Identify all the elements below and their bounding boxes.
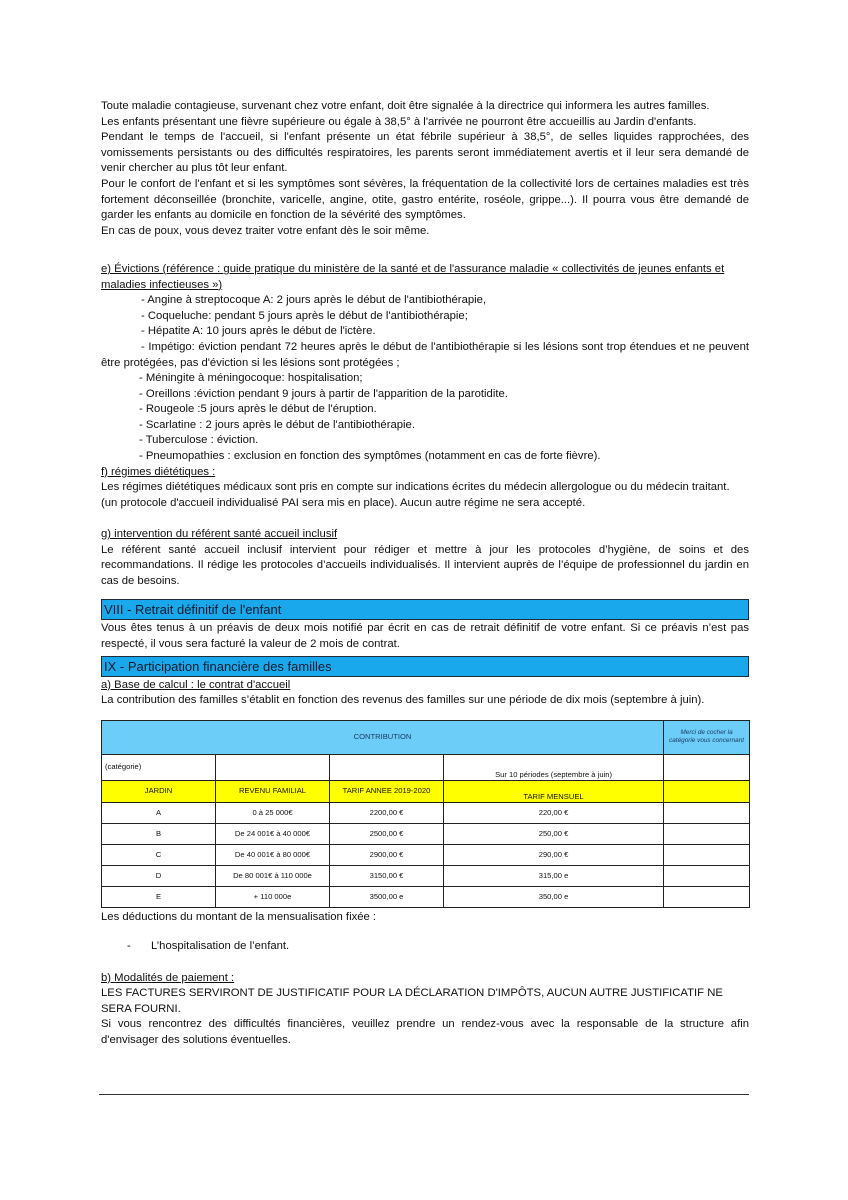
eviction-item: - Oreillons :éviction pendant 9 jours à partir de l'apparition de la parotidite.: [139, 387, 508, 400]
category-checkbox-cell[interactable]: [664, 886, 750, 907]
table-row: [102, 886, 750, 907]
category-checkbox-cell[interactable]: [664, 865, 750, 886]
intro-paragraph-2: Les enfants présentant une fièvre supérieure ou égale à 38,5° à l'arrivée ne pourront être accueillis au Jardin d'enfants.: [101, 115, 697, 128]
evictions-list-a: [101, 293, 749, 340]
eviction-item: - Rougeole :5 jours après le début de l'éruption.: [139, 403, 377, 416]
table-cell: D: [102, 865, 216, 886]
table-cell: 220,00 €: [444, 802, 664, 823]
table-cell: 350,00 e: [444, 886, 664, 907]
category-label: (catégorie): [102, 754, 216, 780]
document-page: [101, 99, 749, 1049]
table-row: [102, 844, 750, 865]
section-9-subheading-a: a) Base de calcul : le contrat d'accueil: [101, 678, 291, 691]
section-8-text: Vous êtes tenus à un préavis de deux mois notifié par écrit en cas de retrait définitif de votre enfant. Si ce préavis n’est pas respecté, il vous sera facturé la valeur de 2 mois de contrat.: [101, 622, 749, 650]
table-cell: De 40 001€ à 80 000€: [216, 844, 330, 865]
intro-paragraph-4: Pour le confort de l'enfant et si les symptômes sont sévères, la fréquentation de la collectivité lors de certaines maladies est très fortement déconseillée (bronchite, varicelle, angine, otite, gastro entérite, roséole, grippe...). Il pourra vous être demandé de garder les enfants au domicile en fonction de la sévérité des symptômes.: [101, 177, 749, 222]
intro-paragraph-1: Toute maladie contagieuse, survenant chez votre enfant, doit être signalée à la directrice qui informera les autres familles.: [101, 100, 710, 112]
category-checkbox-cell[interactable]: [664, 802, 750, 823]
table-cell: 3150,00 €: [330, 865, 444, 886]
eviction-item: - Pneumopathies : exclusion en fonction des symptômes (notamment en cas de forte fièvre).: [139, 450, 601, 463]
eviction-item: - Tuberculose : éviction.: [139, 434, 259, 447]
deduction-item-text: L’hospitalisation de l’enfant.: [151, 940, 290, 953]
table-cell: 315,00 e: [444, 865, 664, 886]
footer-divider: [99, 1094, 749, 1095]
deduction-list-item: [101, 939, 749, 955]
intro-paragraph-5: En cas de poux, vous devez traiter votre enfant dès le soir même.: [101, 224, 430, 237]
section-9-text-a: La contribution des familles s’établit en fonction des revenus des familles sur une période de dix mois (septembre à juin).: [101, 694, 705, 707]
table-cell: 0 à 25 000€: [216, 802, 330, 823]
table-row: [102, 823, 750, 844]
column-header: TARIF ANNEE 2019-2020: [330, 780, 444, 802]
table-cell: A: [102, 802, 216, 823]
section-9-subheading-b: b) Modalités de paiement :: [101, 971, 235, 984]
table-cell: + 110 000e: [216, 886, 330, 907]
eviction-item: - Coqueluche: pendant 5 jours après le début de l'antibiothérapie;: [141, 309, 468, 322]
eviction-item: - Hépatite A: 10 jours après le début de l'ictère.: [141, 325, 376, 338]
table-cell: 2900,00 €: [330, 844, 444, 865]
bullet-dash: -: [127, 940, 131, 953]
table-row: [102, 802, 750, 823]
eviction-item: - Scarlatine : 2 jours après le début de l'antibiothérapie.: [139, 418, 415, 431]
eviction-item: - Méningite à méningocoque: hospitalisation;: [139, 372, 363, 385]
deductions-text: Les déductions du montant de la mensualisation fixée :: [101, 910, 377, 923]
table-cell: 3500,00 e: [330, 886, 444, 907]
section-9-text-b: Si vous rencontrez des difficultés financières, veuillez prendre un rendez-vous avec la responsable de la structure afin d'envisager des solutions éventuelles.: [101, 1018, 749, 1046]
intro-paragraph-3: Pendant le temps de l'accueil, si l'enfant présente un état fébrile supérieur à 38,5°, de selles liquides rapprochées, des vomissements persistants ou des difficultés respiratoires, les parents seront immédiatement avertis et il leur sera demandé de venir chercher au plus tôt leur enfant.: [101, 131, 749, 175]
column-header: REVENU FAMILIAL: [216, 780, 330, 802]
eviction-item: - Angine à streptocoque A: 2 jours après le début de l'antibiothérapie,: [141, 294, 487, 307]
contribution-header: CONTRIBUTION: [102, 720, 664, 754]
table-cell: 2500,00 €: [330, 823, 444, 844]
category-checkbox-cell[interactable]: [664, 844, 750, 865]
table-cell: 290,00 €: [444, 844, 664, 865]
table-cell: C: [102, 844, 216, 865]
column-header: JARDIN: [102, 780, 216, 802]
regimes-text: Les régimes diététiques médicaux sont pris en compte sur indications écrites du médecin allergologue ou du médecin traitant. (un protocole d'accueil individualisé PAI sera mis en place). Aucun autre régime ne sera accepté.: [101, 481, 730, 509]
section-8-title: VIII - Retrait définitif de l'enfant: [101, 599, 749, 620]
section-9-caps-notice: LES FACTURES SERVIRONT DE JUSTIFICATIF POUR LA DÉCLARATION D'IMPÔTS, AUCUN AUTRE JUSTIFICATIF NE SERA FOURNI.: [101, 987, 723, 1015]
table-cell: De 80 001€ à 110 000e: [216, 865, 330, 886]
column-header: TARIF MENSUEL: [444, 780, 664, 802]
referent-heading: g) intervention du référent santé accueil inclusif: [101, 528, 338, 541]
table-cell: De 24 001€ à 40 000€: [216, 823, 330, 844]
category-checkbox-cell[interactable]: [664, 823, 750, 844]
evictions-list-b: [101, 371, 749, 465]
regimes-heading: f) régimes diététiques :: [101, 465, 216, 478]
table-cell: E: [102, 886, 216, 907]
table-cell: 250,00 €: [444, 823, 664, 844]
table-cell: B: [102, 823, 216, 844]
section-9-title: IX - Participation financière des familles: [101, 656, 749, 677]
referent-text: Le référent santé accueil inclusif intervient pour rédiger et mettre à jour les protocoles d’hygiène, de soins et des recommandations. Il rédige les protocoles d’accueils individualisés. Il intervient auprès de l’équipe de professionnel du jardin en cas de besoins.: [101, 543, 749, 587]
table-cell: 2200,00 €: [330, 802, 444, 823]
category-check-instruction: Merci de cocher la catégorie vous concernant: [664, 720, 750, 754]
evictions-heading: e) Évictions (référence : guide pratique du ministère de la santé et de l'assurance maladie « collectivités de jeunes enfants et maladies infectieuses »): [101, 262, 725, 291]
periods-label: Sur 10 périodes (septembre à juin): [444, 754, 664, 780]
eviction-item-impetigo: - Impétigo: éviction pendant 72 heures après le début de l'antibiothérapie si les lésions sont trop étendues et ne peuvent être protégées, pas d'éviction si les lésions sont protégées ;: [101, 340, 749, 369]
table-row: [102, 865, 750, 886]
fees-table: [101, 720, 750, 908]
